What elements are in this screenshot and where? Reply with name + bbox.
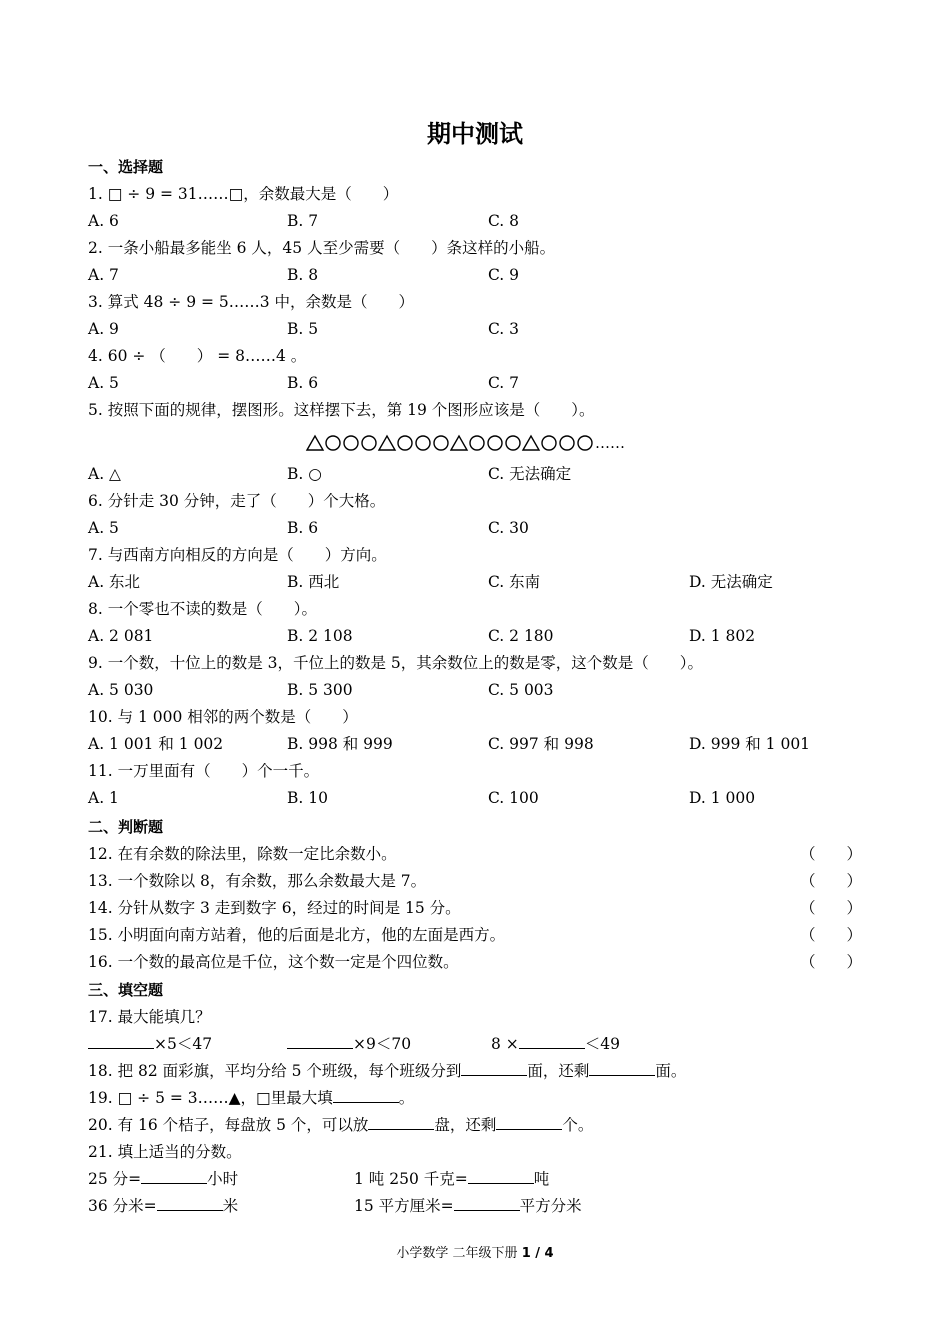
option-a: A. 6 <box>88 212 119 230</box>
option-b: B. 998 和 999 <box>287 735 393 753</box>
q20-text-3: 个。 <box>562 1116 594 1134</box>
circle-icon <box>470 436 484 450</box>
question-1-stem: 1. □ ÷ 9 = 31……□，余数最大是（ ） <box>88 185 399 203</box>
circle-icon <box>434 436 448 450</box>
q21-d-right: 平方分米 <box>519 1197 582 1215</box>
question-6-options <box>88 515 888 542</box>
option-d: D. 1 802 <box>689 627 756 645</box>
question-13-stem: 13. 一个数除以 8，有余数，那么余数最大是 7。 <box>88 872 427 890</box>
option-b: B. 5 300 <box>287 681 353 699</box>
question-21-row-2 <box>88 1193 888 1220</box>
answer-blank <box>454 1195 520 1211</box>
option-c: C. 8 <box>488 212 520 230</box>
pattern-ellipsis: …… <box>595 434 625 452</box>
option-a: A. 9 <box>88 320 119 338</box>
option-b: B. 2 108 <box>287 627 353 645</box>
circle-icon <box>362 436 376 450</box>
shape-pattern <box>0 431 950 455</box>
q20-text-1: 20. 有 16 个桔子，每盘放 5 个，可以放 <box>88 1116 369 1134</box>
option-d: D. 1 000 <box>689 789 756 807</box>
q21-c-right: 米 <box>222 1197 239 1215</box>
circle-icon <box>578 436 592 450</box>
question-3-options <box>88 316 888 343</box>
option-a: A. 5 <box>88 374 119 392</box>
question-10-options <box>88 731 888 758</box>
section-heading-judge: 二、判断题 <box>88 818 164 836</box>
option-b: B. 6 <box>287 519 319 537</box>
footer-subject: 小学数学 二年级下册 <box>396 1246 518 1261</box>
answer-paren: （ ） <box>800 845 863 863</box>
circle-icon <box>506 436 520 450</box>
section-heading-choice: 一、选择题 <box>88 158 164 176</box>
option-a: A. 1 001 和 1 002 <box>88 735 224 753</box>
option-a: A. △ <box>88 465 121 483</box>
question-9-options <box>88 677 888 704</box>
option-a: A. 7 <box>88 266 119 284</box>
triangle-icon <box>451 436 467 450</box>
question-9-stem: 9. 一个数，十位上的数是 3，千位上的数是 5，其余数位上的数是零，这个数是（ ）。 <box>88 654 704 672</box>
answer-blank <box>368 1114 434 1130</box>
triangle-icon <box>307 436 323 450</box>
q18-text-3: 面。 <box>655 1062 687 1080</box>
answer-blank <box>519 1033 585 1049</box>
answer-blank <box>496 1114 562 1130</box>
question-16-stem: 16. 一个数的最高位是千位，这个数一定是个四位数。 <box>88 953 459 971</box>
option-c: C. 7 <box>488 374 520 392</box>
question-14-stem: 14. 分针从数字 3 走到数字 6，经过的时间是 15 分。 <box>88 899 461 917</box>
answer-blank <box>468 1168 534 1184</box>
question-11-options <box>88 785 888 812</box>
option-c: C. 997 和 998 <box>488 735 594 753</box>
option-c: C. 2 180 <box>488 627 554 645</box>
page-footer <box>0 1242 950 1261</box>
q21-a-left: 25 分= <box>88 1170 142 1188</box>
question-4-options <box>88 370 888 397</box>
question-18 <box>88 1058 686 1085</box>
question-8-options <box>88 623 888 650</box>
option-c: C. 30 <box>488 519 529 537</box>
question-19 <box>88 1085 414 1112</box>
option-c: C. 无法确定 <box>488 465 572 483</box>
question-1-options <box>88 208 888 235</box>
answer-paren: （ ） <box>800 899 863 917</box>
expr-3-right: ＜49 <box>584 1035 621 1053</box>
question-2-options <box>88 262 888 289</box>
question-2-stem: 2. 一条小船最多能坐 6 人，45 人至少需要（ ）条这样的小船。 <box>88 239 556 257</box>
q21-d-left: 15 平方厘米= <box>354 1197 454 1215</box>
answer-blank <box>157 1195 223 1211</box>
answer-blank <box>589 1060 655 1076</box>
option-a: A. 2 081 <box>88 627 154 645</box>
circle-icon <box>344 436 358 450</box>
option-b: B. 10 <box>287 789 328 807</box>
q19-text-1: 19. □ ÷ 5 = 3……▲，□里最大填 <box>88 1089 333 1107</box>
q18-text-2: 面，还剩 <box>527 1062 590 1080</box>
expr-3-left: 8 × <box>491 1035 519 1053</box>
option-b: B. 西北 <box>287 573 340 591</box>
question-3-stem: 3. 算式 48 ÷ 9 = 5……3 中，余数是（ ） <box>88 293 415 311</box>
option-a: A. 1 <box>88 789 119 807</box>
question-17-items <box>88 1031 888 1058</box>
option-c: C. 5 003 <box>488 681 554 699</box>
triangle-icon <box>379 436 395 450</box>
question-20 <box>88 1112 593 1139</box>
option-b: B. 7 <box>287 212 319 230</box>
q20-text-2: 盘，还剩 <box>434 1116 497 1134</box>
question-11-stem: 11. 一万里面有（ ）个一千。 <box>88 762 320 780</box>
option-a: A. 5 030 <box>88 681 154 699</box>
question-6-stem: 6. 分针走 30 分钟，走了（ ）个大格。 <box>88 492 386 510</box>
q18-text-1: 18. 把 82 面彩旗，平均分给 5 个班级，每个班级分到 <box>88 1062 462 1080</box>
answer-blank <box>333 1087 399 1103</box>
question-5-stem: 5. 按照下面的规律，摆图形。这样摆下去，第 19 个图形应该是（ ）。 <box>88 401 595 419</box>
footer-page-number: 1 / 4 <box>521 1246 554 1261</box>
circle-icon <box>416 436 430 450</box>
option-c: C. 东南 <box>488 573 541 591</box>
option-a: A. 5 <box>88 519 119 537</box>
circle-icon <box>542 436 556 450</box>
expr-1: ×5＜47 <box>154 1035 213 1053</box>
option-b: B. 5 <box>287 320 319 338</box>
circle-icon <box>560 436 574 450</box>
option-a: A. 东北 <box>88 573 141 591</box>
q21-c-left: 36 分米= <box>88 1197 157 1215</box>
question-5-options <box>88 461 888 488</box>
option-d: D. 无法确定 <box>689 573 773 591</box>
answer-blank <box>461 1060 527 1076</box>
expr-2: ×9＜70 <box>353 1035 412 1053</box>
q21-a-right: 小时 <box>207 1170 239 1188</box>
option-b: B. 6 <box>287 374 319 392</box>
option-b: B. ○ <box>287 465 322 483</box>
shape-pattern-figure <box>305 431 645 455</box>
q21-b-left: 1 吨 250 千克= <box>354 1170 468 1188</box>
question-7-stem: 7. 与西南方向相反的方向是（ ）方向。 <box>88 546 387 564</box>
answer-blank <box>141 1168 207 1184</box>
q19-text-2: 。 <box>398 1089 415 1107</box>
question-21-row-1 <box>88 1166 888 1193</box>
question-10-stem: 10. 与 1 000 相邻的两个数是（ ） <box>88 708 358 726</box>
q21-b-right: 吨 <box>533 1170 550 1188</box>
circle-icon <box>488 436 502 450</box>
circle-icon <box>326 436 340 450</box>
option-b: B. 8 <box>287 266 319 284</box>
answer-paren: （ ） <box>800 926 863 944</box>
question-7-options <box>88 569 888 596</box>
answer-blank <box>88 1033 154 1049</box>
circle-icon <box>398 436 412 450</box>
question-15-stem: 15. 小明面向南方站着，他的后面是北方，他的左面是西方。 <box>88 926 506 944</box>
option-c: C. 3 <box>488 320 520 338</box>
question-4-stem: 4. 60 ÷ （ ） = 8……4 。 <box>88 347 307 365</box>
section-heading-fill: 三、填空题 <box>88 981 164 999</box>
triangle-icon <box>523 436 539 450</box>
option-d: D. 999 和 1 001 <box>689 735 811 753</box>
question-8-stem: 8. 一个零也不读的数是（ ）。 <box>88 600 317 618</box>
question-12-stem: 12. 在有余数的除法里，除数一定比余数小。 <box>88 845 397 863</box>
question-17-stem: 17. 最大能填几？ <box>88 1008 211 1026</box>
option-c: C. 9 <box>488 266 520 284</box>
question-21-stem: 21. 填上适当的分数。 <box>88 1143 242 1161</box>
answer-paren: （ ） <box>800 953 863 971</box>
page-title: 期中测试 <box>427 120 523 148</box>
answer-paren: （ ） <box>800 872 863 890</box>
answer-blank <box>287 1033 353 1049</box>
option-c: C. 100 <box>488 789 539 807</box>
